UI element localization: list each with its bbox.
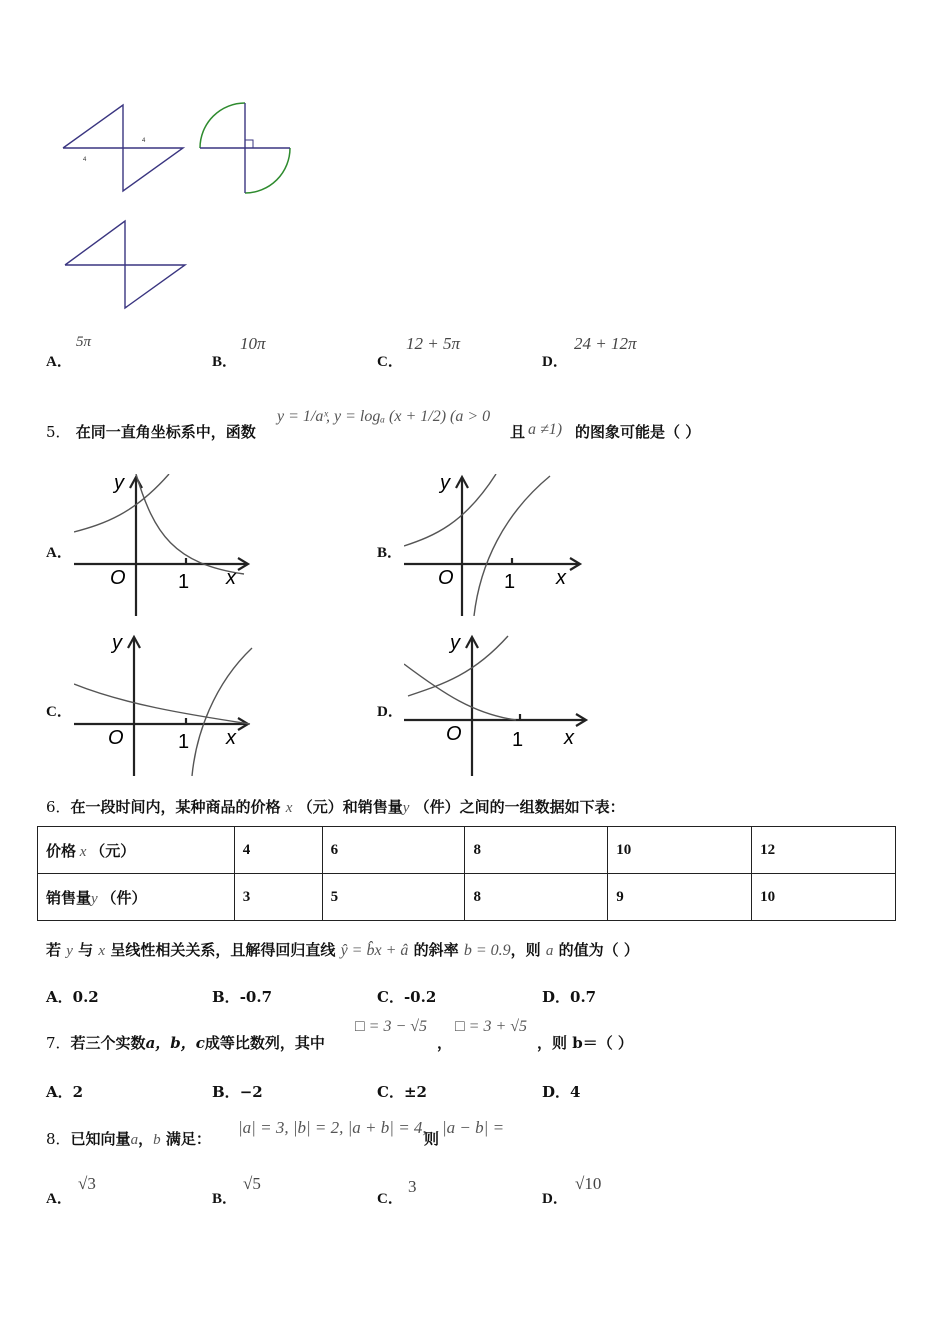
q5-option-d-letter: D． [377,704,403,720]
option-letter: B． [212,988,240,1006]
q7-option-a [46,1081,83,1102]
q8-var-a: a [130,1132,139,1148]
option-value: 0.7 [570,988,597,1006]
q8-option-b-value: √5 [243,1174,261,1193]
q8-option-a-letter: A． [46,1191,72,1207]
option-value: −2 [239,1083,263,1101]
q6-option-a [46,986,99,1007]
table-header-cell [38,827,235,874]
option-letter: B． [212,1083,240,1101]
option-value: -0.7 [239,988,273,1006]
q7-stem-c: ，则 b＝（ ） [537,1034,633,1052]
q6-s2-e: ，则 [510,941,541,959]
q6-s2-a: 若 [46,941,62,959]
q7-option-d [542,1081,580,1102]
option-value: 4 [570,1083,581,1101]
q8-stem [46,1128,211,1149]
dim-label-a: 4 [142,138,146,144]
q6-var-a: a [545,943,554,959]
option-letter: A． [46,988,73,1006]
q8-stem-c: 则 [424,1130,440,1148]
three-view-diagram [55,95,305,320]
q6-option-c [377,986,436,1007]
q5-mid: 且 [510,423,526,441]
price-unit: （元） [90,843,136,860]
q5-func-1: y = 1/aˣ [277,408,328,425]
q6-regression-eq: ŷ = b̂x + â [340,942,409,959]
table-row [38,827,896,874]
q8-condition: |a| = 3, |b| = 2, |a + b| = 4, [238,1118,427,1137]
q6-s2-d: 的斜率 [413,941,459,959]
option-value: -0.2 [403,988,437,1006]
q8-stem-a: 已知向量 [70,1130,131,1148]
table-row [38,874,896,921]
q5-stem-post: 的图象可能是（ ） [575,423,701,441]
price-label: 价格 [46,843,77,860]
q7-expr-2: □ = 3 + √5 [455,1018,528,1035]
q5-graph-b [404,474,584,616]
q8-sep: ， [138,1130,154,1148]
table-cell: 6 [322,827,465,874]
q8-number: 8． [46,1130,71,1148]
q6-followup [46,939,639,960]
q5-graph-d [404,634,590,776]
q6-s2-y: y [66,943,73,959]
q6-stem [46,796,625,817]
axis-y-label: y [440,474,450,494]
sales-unit: （件） [101,890,147,907]
q5-option-a-letter: A． [46,545,72,561]
price-var: x [79,843,87,860]
q8-ask: |a − b| = [442,1118,505,1137]
axis-y-label: y [114,474,124,494]
option-value: 0.2 [72,988,99,1006]
q6-data-table [37,826,896,921]
axis-x-label: x [556,567,566,589]
tick-one-label: 1 [504,571,516,593]
q5-option-b-letter: B． [377,545,403,561]
q7-expr-1: □ = 3 − √5 [355,1018,428,1035]
origin-label: O [446,723,462,745]
option-letter: D． [542,1083,571,1101]
tick-one-label: 1 [512,729,524,751]
q7-vars: a，b，c [145,1034,205,1052]
option-value: 2 [72,1083,84,1101]
q8-var-b: b [153,1132,161,1148]
q6-option-b [212,986,272,1007]
q5-stem-pre: 在同一直角坐标系中，函数 [75,423,256,441]
q6-number: 6． [46,798,71,816]
q6-option-d [542,986,596,1007]
q5-graph-a [74,474,254,616]
option-value: ±2 [403,1083,427,1101]
sales-var: y [91,890,98,907]
q5-condition: a ≠1) [528,421,563,438]
q7-comma: ， [437,1034,453,1052]
option-letter: C． [377,1083,404,1101]
q5-stem [46,421,256,442]
q8-stem-b: 满足： [165,1130,211,1148]
q6-slope: b = 0.9 [463,942,511,959]
q7-stem [46,1032,325,1053]
axis-x-label: x [226,727,236,749]
q6-stem-a: 在一段时间内，某种商品的价格 [70,798,281,816]
q5-func-2: , y = logₐ (x + 1/2) (a > 0 [326,408,491,425]
q7-option-c [377,1081,427,1102]
table-cell: 9 [608,874,752,921]
q6-var-y: y [402,800,410,816]
q6-s2-f: 的值为（ ） [558,941,639,959]
q7-stem-a: 若三个实数 [70,1034,146,1052]
option-letter: C． [377,988,404,1006]
table-cell: 12 [752,827,896,874]
table-header-cell [38,874,235,921]
table-cell: 8 [465,874,608,921]
axis-y-label: y [112,634,122,654]
q8-option-b-letter: B． [212,1191,238,1207]
q6-s2-x: x [98,943,106,959]
q7-stem-b: 成等比数列，其中 [204,1034,325,1052]
table-cell: 4 [234,827,322,874]
option-letter: D． [542,988,571,1006]
dim-label-b: 4 [83,157,87,163]
q5-number: 5． [46,423,71,441]
q8-option-d-letter: D． [542,1191,568,1207]
q4-option-c-value: 12 + 5π [406,334,460,353]
q8-option-a-value: √3 [78,1174,96,1193]
axis-x-label: x [564,727,574,749]
option-letter: A． [46,1083,73,1101]
q4-option-d-letter: D． [542,354,568,370]
q5-graph-c [74,634,254,776]
top-view [65,221,185,308]
axis-x-label: x [226,567,236,589]
q5-option-c-letter: C． [46,704,72,720]
q4-option-c-letter: C． [377,354,403,370]
sales-label: 销售量 [46,890,92,907]
table-cell: 10 [608,827,752,874]
side-view [200,103,290,193]
q7-option-b [212,1081,263,1102]
table-cell: 5 [322,874,465,921]
q8-option-c-value: 3 [408,1177,417,1196]
q8-option-d-value: √10 [575,1174,602,1193]
q4-option-a-value: 5π [76,334,92,350]
tick-one-label: 1 [178,571,190,593]
q8-option-c-letter: C． [377,1191,403,1207]
table-cell: 3 [234,874,322,921]
table-cell: 8 [465,827,608,874]
origin-label: O [110,567,126,589]
q6-stem-c: （件）之间的一组数据如下表： [414,798,625,816]
tick-one-label: 1 [178,731,190,753]
q4-option-b-letter: B． [212,354,238,370]
q6-s2-c: 呈线性相关关系，且解得回归直线 [110,941,336,959]
q4-option-d-value: 24 + 12π [574,334,637,353]
table-cell: 10 [752,874,896,921]
q4-option-a-letter: A． [46,354,72,370]
origin-label: O [438,567,454,589]
axis-y-label: y [450,634,460,654]
q6-var-x: x [285,800,293,816]
front-view [63,105,183,191]
q7-number: 7． [46,1034,71,1052]
origin-label: O [108,727,124,749]
q6-stem-b: （元）和销售量 [297,798,403,816]
q4-option-b-value: 10π [240,334,266,353]
q6-s2-b: 与 [78,941,94,959]
